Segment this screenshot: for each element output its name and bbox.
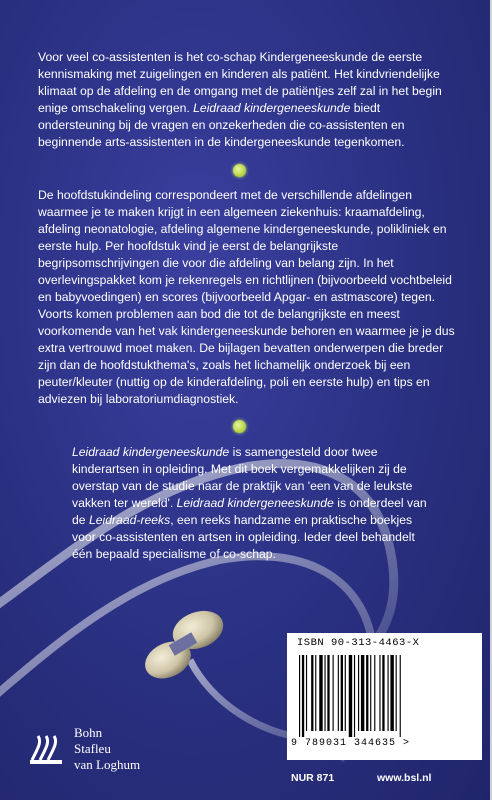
barcode-bars (299, 655, 470, 737)
isbn-label: ISBN 90-313-4463-X (297, 637, 420, 649)
publisher-logo-icon (28, 730, 66, 768)
bullet-dot-icon (233, 420, 246, 433)
description-paragraph-3: Leidraad kindergeneeskunde is samengesteld door twee kinderartsen in opleiding. Met dit boek vergemakkelijken zij de overstap van de studie naar de praktijk van 'een van de leukste vakken ter wereld'. Leidraad kindergeneeskunde is onderdeel van de Leidraad-reeks, een reeks handzame en praktische boekjes voor co-assistenten en artsen in opleiding. Ieder deel behandelt één bepaald specialisme of co-schap. (72, 445, 427, 561)
publisher-name: Bohn Stafleu van Loghum (74, 725, 141, 772)
barcode-box (287, 633, 482, 760)
description-paragraph-1: Voor veel co-assistenten is het co-schap Kindergeneeskunde de eerste kennismaking met zuigelingen en kinderen als patiënt. Het kindvriendelijke klimaat op de afdeling en de omgang met de patiëntjes zelf zal in het begin enige omschakeling vergen. Leidraad kindergeneeskunde biedt ondersteuning bij de vragen en onzekerheden die co-assistenten en beginnende arts-assistenten in de kindergeneeskunde tegenkomen. (38, 50, 442, 149)
nur-code: NUR 871 (291, 772, 335, 784)
bullet-dot-icon (233, 164, 246, 177)
barcode-number: 9 789031 344635 > (291, 738, 411, 749)
description-paragraph-2: De hoofdstukindeling correspondeert met de verschillende afdelingen waarmee je te maken krijgt in een algemeen ziekenhuis: kraamafdeling, afdeling neonatologie, afdeling algemene kindergeneeskunde, polikliniek en eerste hulp. Per hoofdstuk vind je eerst de belangrijkste begripsomschrijvingen die voor die afdeling van belang zijn. In het overlevingspakket kom je rekenregels en richtlijnen (bijvoorbeeld vochtbeleid en babyvoedingen) en scores (bijvoorbeeld Apgar- en astmascore) tegen. Voorts komen problemen aan bod die tot de belangrijkste en meest voorkomende van het vak kindergeneeskunde behoren en waarmee je je dus extra vertrouwd moet maken. De bijlagen bevatten onderwerpen die breder zijn dan de hoofdstukthema's, zoals het lichamelijk onderzoek bij een peuter/kleuter (nuttig op de kinderafdeling, poli en eerste hulp) en tips en adviezen bij laboratoriumdiagnostiek. (38, 188, 455, 406)
publisher-url: www.bsl.nl (377, 772, 432, 784)
book-title-italic: Leidraad kindergeneeskunde (193, 101, 351, 115)
publisher (28, 725, 140, 773)
